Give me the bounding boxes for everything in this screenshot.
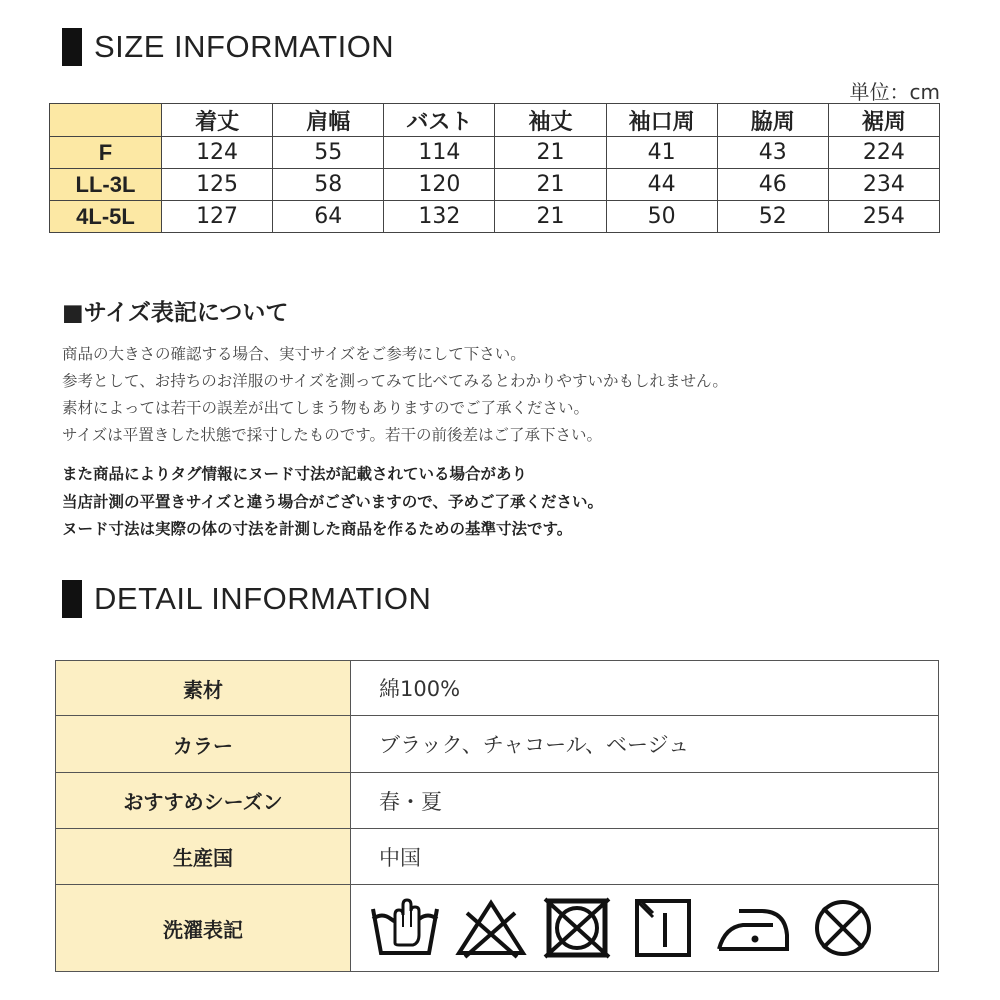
hand-wash-icon [369,897,441,959]
detail-section-title [62,579,431,619]
detail-row [56,829,939,885]
size-row-label: 4L-5L [50,201,162,233]
detail-value: 綿100% [351,661,939,716]
size-cell: 21 [495,137,606,169]
size-cell: 64 [273,201,384,233]
note-line: 参考として、お持ちのお洋服のサイズを測ってみて比べてみるとわかりやすいかもしれません。 [62,372,728,390]
iron-low-icon [713,897,793,959]
care-symbols-cell [351,885,939,972]
detail-value: 中国 [351,829,939,885]
size-notes-heading: ■サイズ表記について [62,300,289,326]
detail-row [56,773,939,829]
detail-row [56,885,939,972]
size-cell: 114 [384,137,495,169]
size-cell: 52 [717,201,828,233]
detail-row [56,716,939,773]
size-cell: 58 [273,169,384,201]
no-bleach-icon [455,897,527,959]
size-cell: 43 [717,137,828,169]
note-bold-line: ヌード寸法は実際の体の寸法を計測した商品を作るための基準寸法です。 [62,520,573,538]
size-row [50,201,940,233]
detail-title-text: DETAIL INFORMATION [94,581,432,616]
corner-cell [50,104,162,137]
note-line: 素材によっては若干の誤差が出てしまう物もありますのでご了承ください。 [62,399,590,417]
size-row [50,137,940,169]
header-cell: 肩幅 [273,104,384,137]
size-cell: 120 [384,169,495,201]
header-cell: 袖口周 [606,104,717,137]
size-cell: 254 [828,201,939,233]
detail-value: 春・夏 [351,773,939,829]
size-cell: 41 [606,137,717,169]
title-bar [62,28,82,66]
note-line: 商品の大きさの確認する場合、実寸サイズをご参考にして下さい。 [62,345,526,363]
header-cell: バスト [384,104,495,137]
size-header-row [50,104,940,137]
note-line: サイズは平置きした状態で採寸したものです。若干の前後差はご了承下さい。 [62,426,603,444]
size-cell: 46 [717,169,828,201]
detail-key: 洗濯表記 [56,885,351,972]
detail-value: ブラック、チャコール、ベージュ [351,716,939,773]
size-cell: 21 [495,201,606,233]
note-bold-line: また商品によりタグ情報にヌード寸法が記載されている場合があり [62,465,528,483]
size-cell: 50 [606,201,717,233]
care-symbols [369,897,937,959]
detail-key: カラー [56,716,351,773]
size-cell: 224 [828,137,939,169]
header-cell: 着丈 [162,104,273,137]
detail-table [55,660,939,972]
size-row-label: F [50,137,162,169]
no-dry-clean-icon [807,897,879,959]
no-tumble-dry-icon [541,897,613,959]
note-bold-line: 当店計測の平置きサイズと違う場合がございますので、予めご了承ください。 [62,493,603,511]
size-cell: 125 [162,169,273,201]
header-cell: 脇周 [717,104,828,137]
size-row [50,169,940,201]
line-dry-shade-icon [627,897,699,959]
header-cell: 袖丈 [495,104,606,137]
detail-key: 素材 [56,661,351,716]
size-cell: 124 [162,137,273,169]
unit-label: 単位：cm [849,80,940,104]
size-cell: 234 [828,169,939,201]
size-cell: 127 [162,201,273,233]
size-table [49,103,940,233]
size-cell: 55 [273,137,384,169]
header-cell: 裾周 [828,104,939,137]
detail-key: おすすめシーズン [56,773,351,829]
size-cell: 44 [606,169,717,201]
size-cell: 21 [495,169,606,201]
size-section-title [62,27,394,67]
title-bar [62,580,82,618]
size-row-label: LL-3L [50,169,162,201]
size-title-text: SIZE INFORMATION [94,29,395,64]
size-cell: 132 [384,201,495,233]
detail-key: 生産国 [56,829,351,885]
detail-row [56,661,939,716]
